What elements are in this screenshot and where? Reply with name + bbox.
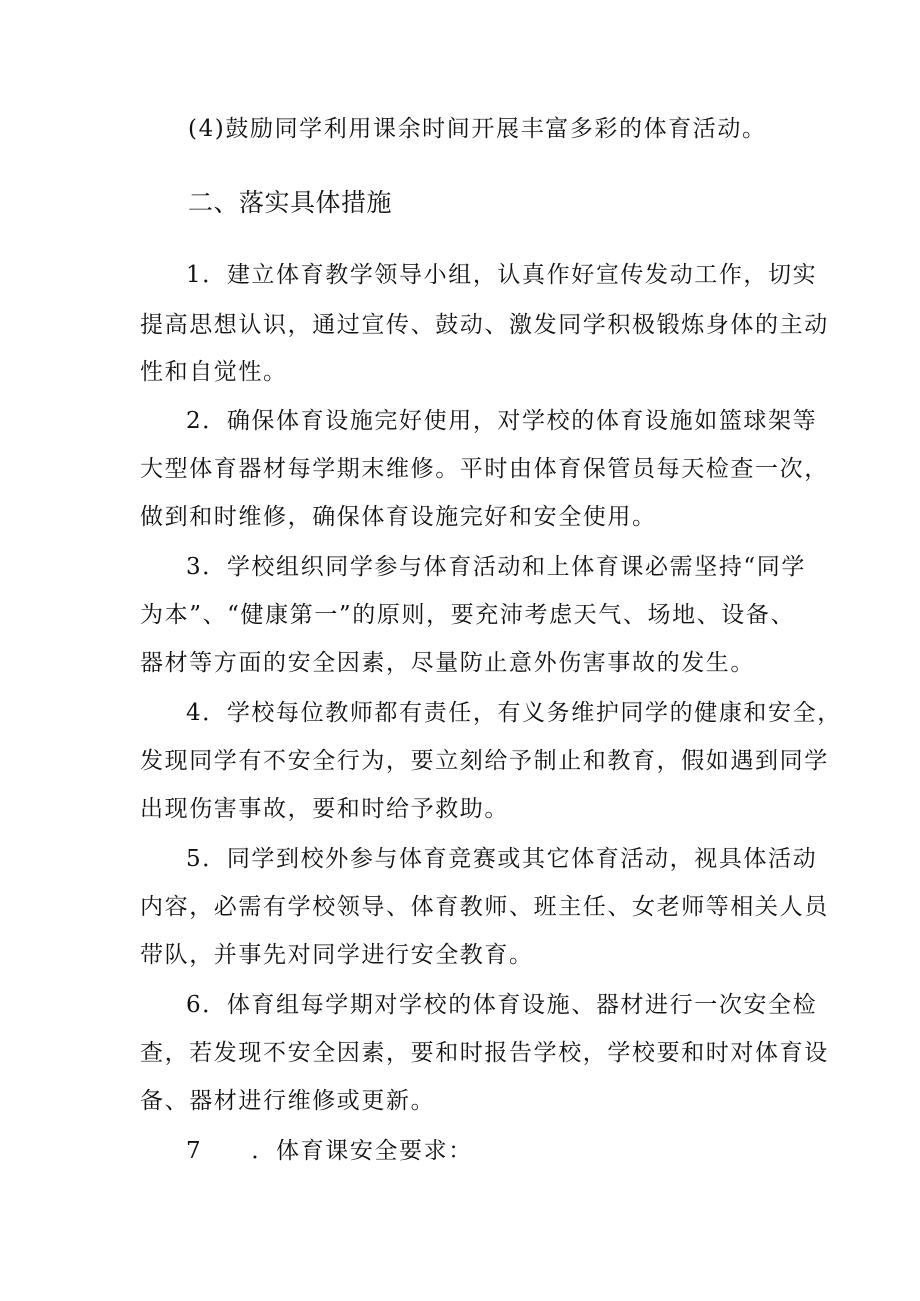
- paragraph-line: 大型体育器材每学期末维修。平时由体育保管员每天检查一次，: [140, 456, 829, 482]
- section-heading: 二、落实具体措施: [188, 188, 393, 217]
- paragraph-line: 内容，必需有学校领导、体育教师、班主任、女老师等相关人员: [140, 894, 829, 920]
- paragraph-line: 4．学校每位教师都有责任，有义务维护同学的健康和安全，: [186, 700, 842, 726]
- paragraph-line: 为本”、“健康第一”的原则，要充沛考虑天气、场地、设备、: [140, 602, 796, 628]
- paragraph-line: 查，若发现不安全因素，要和时报告学校，学校要和时对体育设: [140, 1040, 829, 1066]
- paragraph-line: 做到和时维修，确保体育设施完好和安全使用。: [140, 504, 657, 530]
- paragraph-line: 性和自觉性。: [140, 359, 288, 385]
- paragraph-line: 提高思想认识，通过宣传、鼓动、激发同学积极锻炼身体的主动: [140, 312, 829, 338]
- paragraph-line: 1．建立体育教学领导小组，认真作好宣传发动工作，切实: [186, 262, 818, 288]
- paragraph-line: 3．学校组织同学参与体育活动和上体育课必需坚持“同学: [186, 554, 806, 580]
- paragraph-line: 7 ．体育课安全要求：: [186, 1138, 473, 1164]
- intro-item-4: (4)鼓励同学利用课余时间开展丰富多彩的体育活动。: [188, 116, 767, 142]
- paragraph-line: 发现同学有不安全行为，要立刻给予制止和教育，假如遇到同学: [140, 748, 829, 774]
- paragraph-line: 器材等方面的安全因素，尽量防止意外伤害事故的发生。: [140, 650, 755, 676]
- paragraph-line: 5．同学到校外参与体育竞赛或其它体育活动，视具体活动: [186, 846, 818, 872]
- paragraph-line: 出现伤害事故，要和时给予救助。: [140, 796, 509, 822]
- paragraph-line: 备、器材进行维修或更新。: [140, 1088, 436, 1114]
- paragraph-line: 带队，并事先对同学进行安全教育。: [140, 942, 534, 968]
- paragraph-line: 6．体育组每学期对学校的体育设施、器材进行一次安全检: [186, 992, 818, 1018]
- paragraph-line: 2．确保体育设施完好使用，对学校的体育设施如篮球架等: [186, 408, 818, 434]
